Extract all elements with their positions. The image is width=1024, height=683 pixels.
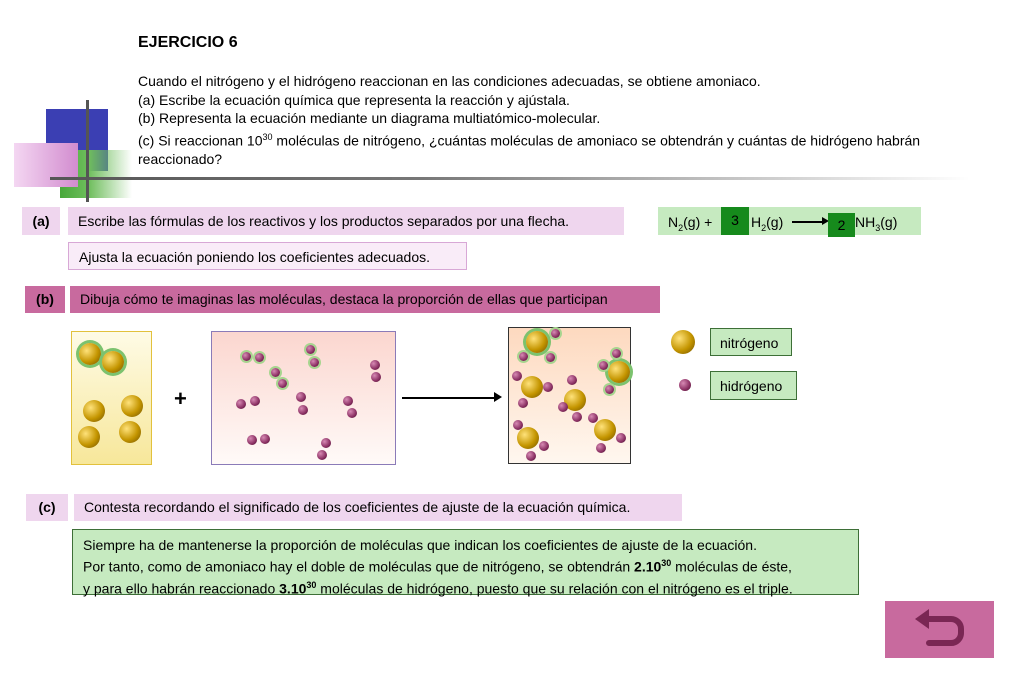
hydrogen-atom [296,392,306,402]
hydrogen-atom [371,372,381,382]
hydrogen-atom [278,379,287,388]
hydrogen-atom [310,358,319,367]
hydrogen-atom [347,408,357,418]
chemical-equation [658,207,921,235]
statement-line: (c) Si reaccionan $10^{30}$ moléculas de nitrógeno, ¿cuántas moléculas de amoniaco se obtendrán y cuántas de hidrógeno habrán [138,131,921,149]
hydrogen-atom [518,398,528,408]
return-arrow-icon [885,601,994,658]
nitrogen-atom [594,419,616,441]
coefficient-nh3: 2 [828,213,855,237]
legend-hydrogen-atom [679,379,691,391]
hydrogen-atom [616,433,626,443]
hydrogen-atom [546,353,555,362]
answer-line: Por tanto, como de amoniaco hay el doble de moléculas que de nitrógeno, se obtendrán 2.10$^{30}$ moléculas de éste, [83,558,792,575]
hydrogen-atom [588,413,598,423]
hydrogen-atom [605,385,614,394]
part-c-label: (c) [26,494,68,521]
hydrogen-atom [343,396,353,406]
hydrogen-atom [526,451,536,461]
statement-line: (a) Escribe la ecuación química que representa la reacción y ajústala. [138,91,570,108]
hydrogen-atom [558,402,568,412]
part-a-label: (a) [22,207,60,235]
decor-vertical-line [86,100,89,202]
page-title: EJERCICIO 6 [138,34,238,51]
hydrogen-atom [596,443,606,453]
hydrogen-molecules-panel [211,331,396,465]
nitrogen-atom [521,376,543,398]
hydrogen-atom [599,361,608,370]
reaction-arrow-diagram [402,397,498,399]
hydrogen-atom [370,360,380,370]
hydrogen-atom [543,382,553,392]
nitrogen-atom [79,343,101,365]
nitrogen-atom [121,395,143,417]
reaction-arrow-diagram-head [494,392,502,402]
nitrogen-atom [608,361,630,383]
hydrogen-atom [247,435,257,445]
hydrogen-atom [250,396,260,406]
hydrogen-atom [572,412,582,422]
coefficient-h2: 3 [721,207,749,235]
legend-hydrogen-label: hidrógeno [710,371,797,400]
hydrogen-atom [551,329,560,338]
hydrogen-atom [567,375,577,385]
ammonia-molecules-panel [508,327,631,464]
header-divider [50,177,970,180]
part-a-instruction-2: Ajusta la ecuación poniendo los coeficientes adecuados. [68,242,467,270]
hydrogen-atom [612,349,621,358]
nitrogen-atom [78,426,100,448]
part-c-answer [72,529,859,595]
answer-line: Siempre ha de mantenerse la proporción de moléculas que indican los coeficientes de ajuste de la ecuación. [83,537,757,553]
hydrogen-atom [539,441,549,451]
part-c-instruction: Contesta recordando el significado de los coeficientes de ajuste de la ecuación química. [74,494,682,521]
hydrogen-atom [519,352,528,361]
legend-nitrogen-atom [671,330,695,354]
part-b-instruction: Dibuja cómo te imaginas las moléculas, destaca la proporción de ellas que participan [70,286,660,313]
decor-pink-square [14,143,78,187]
hydrogen-atom [306,345,315,354]
exercise-statement [138,72,998,168]
hydrogen-atom [512,371,522,381]
statement-line: reaccionado? [138,150,223,167]
hydrogen-atom [242,352,251,361]
hydrogen-atom [255,353,264,362]
hydrogen-atom [236,399,246,409]
plus-sign: + [174,386,187,411]
nitrogen-atom [102,351,124,373]
statement-line: (b) Representa la ecuación mediante un diagrama multiatómico-molecular. [138,110,601,126]
nitrogen-atom [526,331,548,353]
hydrogen-atom [298,405,308,415]
answer-line: y para ello habrán reaccionado 3.10$^{30}$ moléculas de hidrógeno, puesto que su relación con el nitrógeno es el triple. [83,579,793,597]
nitrogen-molecules-panel [71,331,152,465]
part-b-label: (b) [25,286,65,313]
legend-nitrogen-label: nitrógeno [710,328,792,356]
hydrogen-atom [317,450,327,460]
hydrogen-atom [271,368,280,377]
hydrogen-atom [513,420,523,430]
statement-line: Cuando el nitrógeno y el hidrógeno reaccionan en las condiciones adecuadas, se obtiene amoniaco. [138,73,761,89]
hydrogen-atom [260,434,270,444]
part-a-instruction: Escribe las fórmulas de los reactivos y los productos separados por una flecha. [68,207,624,235]
nitrogen-atom [517,427,539,449]
back-button[interactable] [885,601,994,658]
reactant-h2: $H_2(g)$ [751,214,784,233]
nitrogen-atom [119,421,141,443]
reaction-arrow [792,221,824,223]
nitrogen-atom [83,400,105,422]
reactant-n2: $N_2(g)$ + [668,214,713,233]
product-nh3: $NH_3(g)$ [855,214,898,233]
hydrogen-atom [321,438,331,448]
